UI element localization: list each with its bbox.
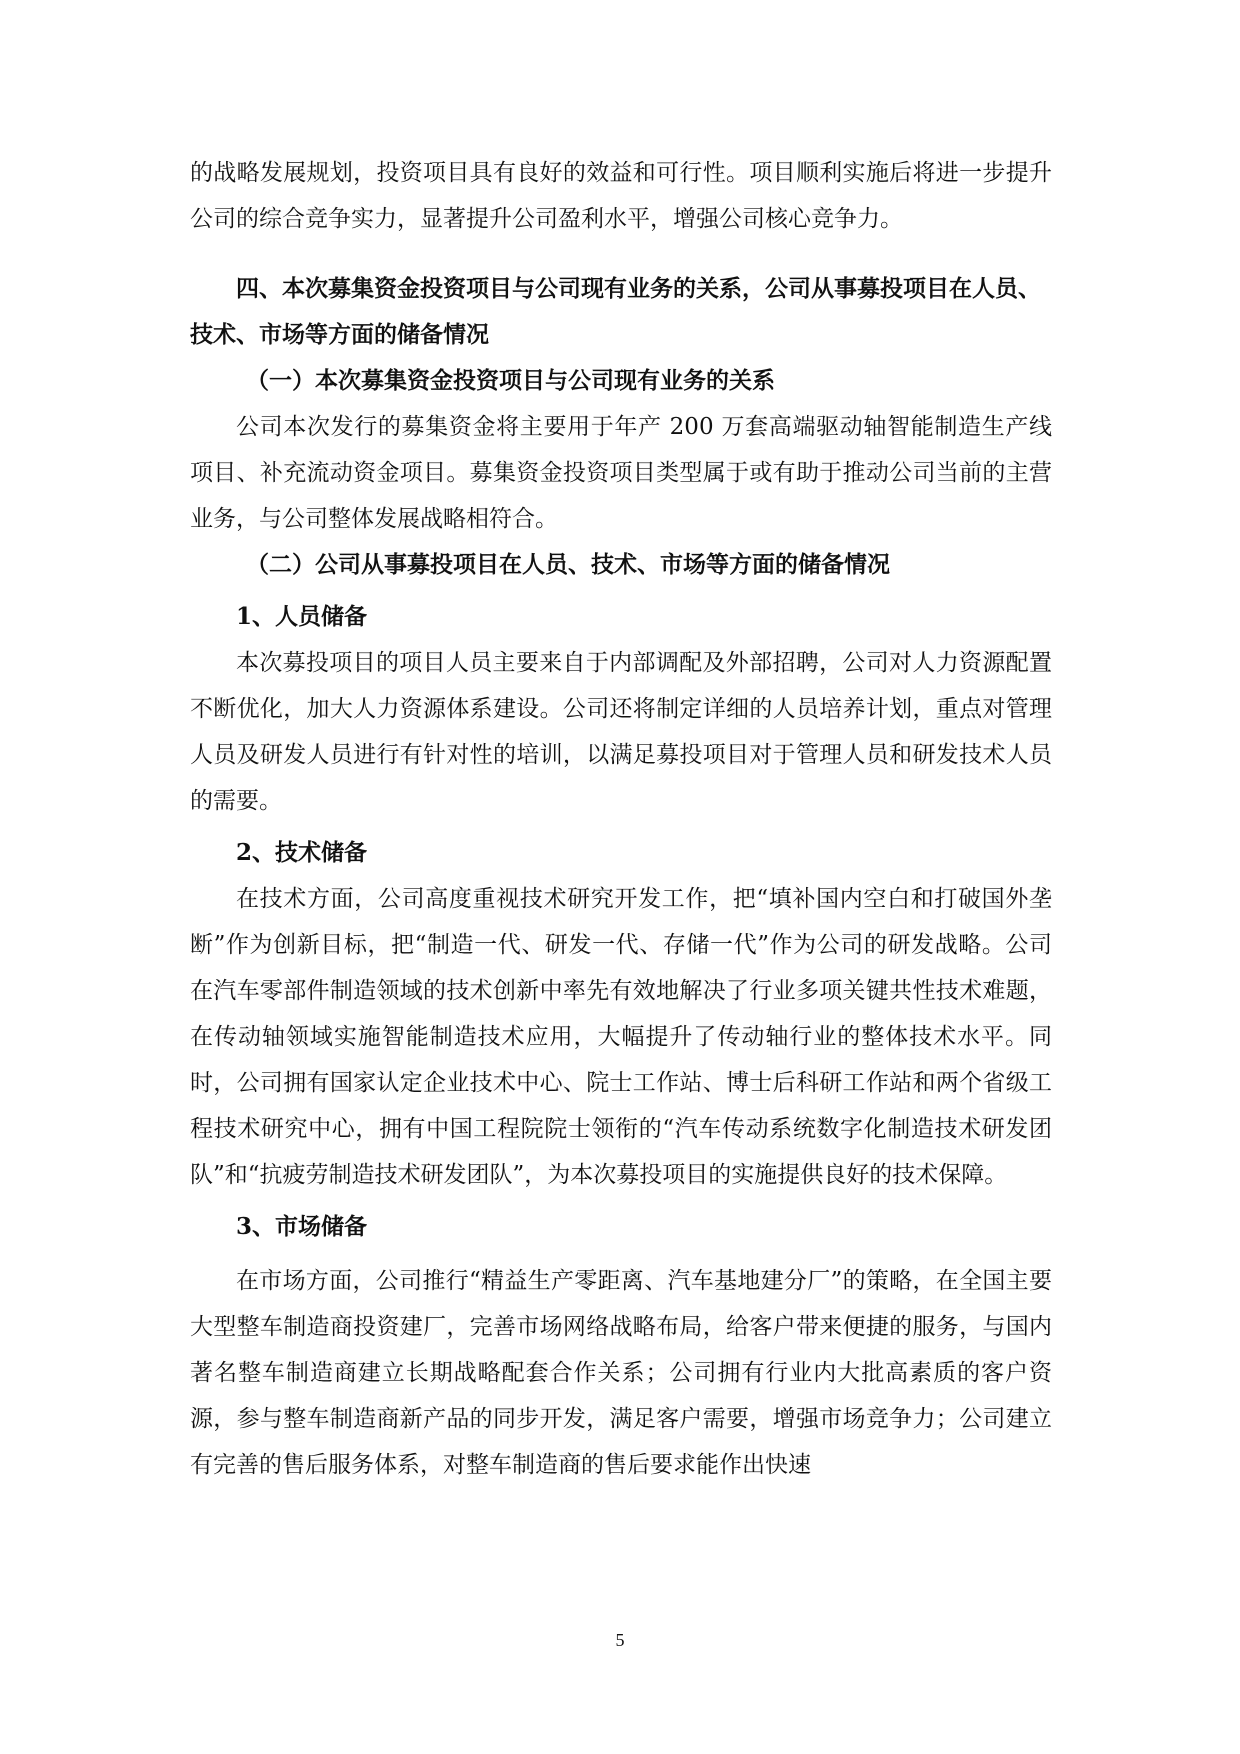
section-heading-4: 四、本次募集资金投资项目与公司现有业务的关系，公司从事募投项目在人员、技术、市场等方面的储备情况: [190, 275, 1041, 348]
paragraph-continuation: 的战略发展规划，投资项目具有良好的效益和可行性。项目顺利实施后将进一步提升公司的综合竞争实力，显著提升公司盈利水平，增强公司核心竞争力。: [190, 160, 1052, 232]
paragraph-technology: 在技术方面，公司高度重视技术研究开发工作，把“填补国内空白和打破国外垄断”作为创新目标，把“制造一代、研发一代、存储一代”作为公司的研发战略。公司在汽车零部件制造领域的技术创新中率先有效地解决了行业多项关键共性技术难题，在传动轴领域实施智能制造技术应用，大幅提升了传动轴行业的整体技术水平。同时，公司拥有国家认定企业技术中心、院士工作站、博士后科研工作站和两个省级工程技术研究中心，拥有中国工程院院士领衔的“汽车传动系统数字化制造技术研发团队”和“抗疲劳制造技术研发团队”，为本次募投项目的实施提供良好的技术保障。: [190, 886, 1052, 1188]
item-heading-market: 3、市场储备: [236, 1213, 368, 1240]
paragraph-market: 在市场方面，公司推行“精益生产零距离、汽车基地建分厂”的策略，在全国主要大型整车制造商投资建厂，完善市场网络战略布局，给客户带来便捷的服务，与国内著名整车制造商建立长期战略配套合作关系；公司拥有行业内大批高素质的客户资源，参与整车制造商新产品的同步开发，满足客户需要，增强市场竞争力；公司建立有完善的售后服务体系，对整车制造商的售后要求能作出快速: [190, 1268, 1052, 1478]
item-heading-personnel: 1、人员储备: [236, 603, 368, 630]
subsection-heading-2: （二）公司从事募投项目在人员、技术、市场等方面的储备情况: [246, 551, 890, 578]
subsection-heading-1: （一）本次募集资金投资项目与公司现有业务的关系: [246, 367, 775, 394]
item-heading-technology: 2、技术储备: [236, 839, 368, 866]
page-number: 5: [615, 1630, 625, 1650]
paragraph-business-relation: 公司本次发行的募集资金将主要用于年产 200 万套高端驱动轴智能制造生产线项目、补充流动资金项目。募集资金投资项目类型属于或有助于推动公司当前的主营业务，与公司整体发展战略相符合。: [190, 414, 1052, 532]
document-body: [190, 150, 1052, 1488]
paragraph-personnel: 本次募投项目的项目人员主要来自于内部调配及外部招聘，公司对人力资源配置不断优化，加大人力资源体系建设。公司还将制定详细的人员培养计划，重点对管理人员及研发人员进行有针对性的培训，以满足募投项目对于管理人员和研发技术人员的需要。: [190, 650, 1052, 814]
